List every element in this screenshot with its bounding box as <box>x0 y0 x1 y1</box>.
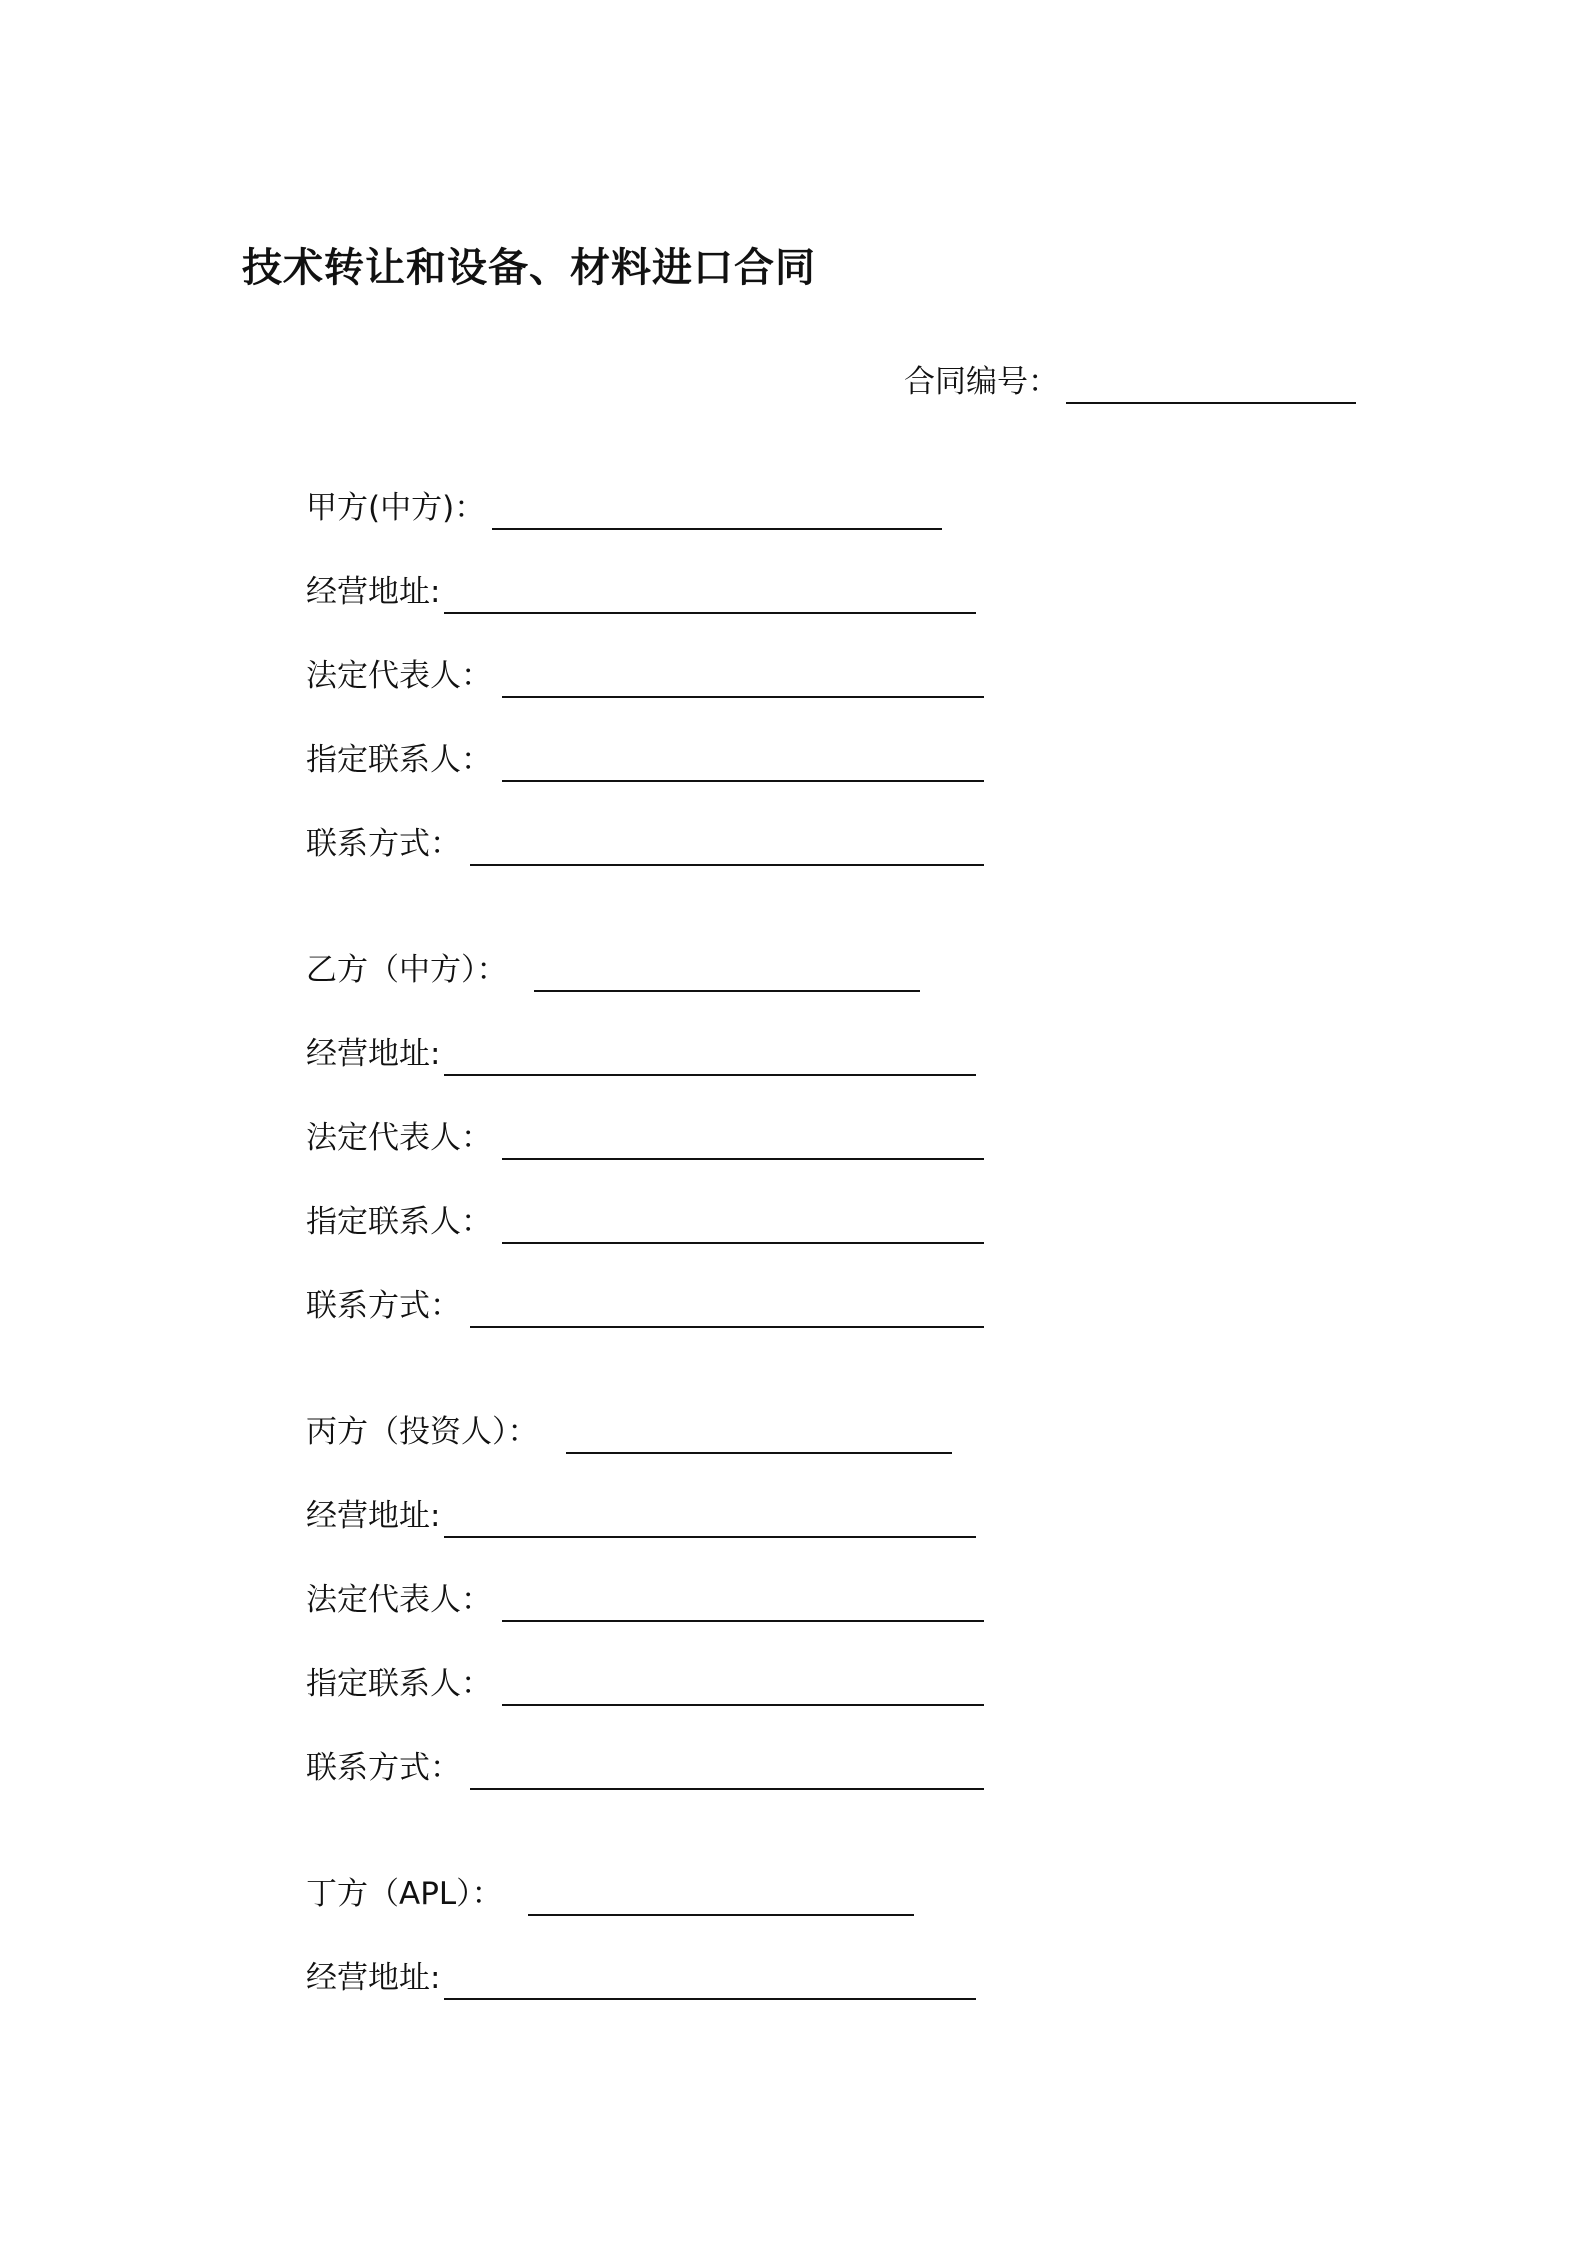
party-a-name-blank[interactable] <box>492 528 942 530</box>
party-a-contact-method-blank[interactable] <box>470 864 984 866</box>
party-a-legal-rep-label: 法定代表人： <box>306 658 492 694</box>
party-a-contact-method-label: 联系方式： <box>306 826 461 862</box>
party-b-address-label: 经营地址: <box>306 1036 441 1072</box>
party-a-contact-person-blank[interactable] <box>502 780 984 782</box>
party-c-header: 丙方（投资人）： <box>306 1414 539 1450</box>
party-c-contact-method-label: 联系方式： <box>306 1750 461 1786</box>
party-a-legal-rep-blank[interactable] <box>502 696 984 698</box>
party-a-contact-person-label: 指定联系人： <box>306 742 492 778</box>
party-b-address-blank[interactable] <box>444 1074 976 1076</box>
party-c-address-blank[interactable] <box>444 1536 976 1538</box>
party-b-name-blank[interactable] <box>534 990 920 992</box>
party-d-header: 丁方（APL）： <box>306 1876 503 1912</box>
party-b-contact-person-blank[interactable] <box>502 1242 984 1244</box>
party-d-name-blank[interactable] <box>528 1914 914 1916</box>
document-title: 技术转让和设备、材料进口合同 <box>242 245 816 291</box>
party-c-contact-person-blank[interactable] <box>502 1704 984 1706</box>
contract-no-label: 合同编号： <box>904 364 1059 400</box>
party-c-name-blank[interactable] <box>566 1452 952 1454</box>
party-a-header: 甲方(中方)： <box>306 490 486 526</box>
party-a-address-blank[interactable] <box>444 612 976 614</box>
party-b-contact-person-label: 指定联系人： <box>306 1204 492 1240</box>
party-c-legal-rep-blank[interactable] <box>502 1620 984 1622</box>
party-b-contact-method-blank[interactable] <box>470 1326 984 1328</box>
party-c-contact-person-label: 指定联系人： <box>306 1666 492 1702</box>
party-b-contact-method-label: 联系方式： <box>306 1288 461 1324</box>
party-b-header: 乙方（中方）： <box>306 952 508 988</box>
contract-no-blank[interactable] <box>1066 402 1356 404</box>
party-d-address-label: 经营地址: <box>306 1960 441 1996</box>
party-d-address-blank[interactable] <box>444 1998 976 2000</box>
party-c-legal-rep-label: 法定代表人： <box>306 1582 492 1618</box>
party-c-contact-method-blank[interactable] <box>470 1788 984 1790</box>
party-b-legal-rep-label: 法定代表人： <box>306 1120 492 1156</box>
party-a-address-label: 经营地址: <box>306 574 441 610</box>
party-b-legal-rep-blank[interactable] <box>502 1158 984 1160</box>
party-c-address-label: 经营地址: <box>306 1498 441 1534</box>
